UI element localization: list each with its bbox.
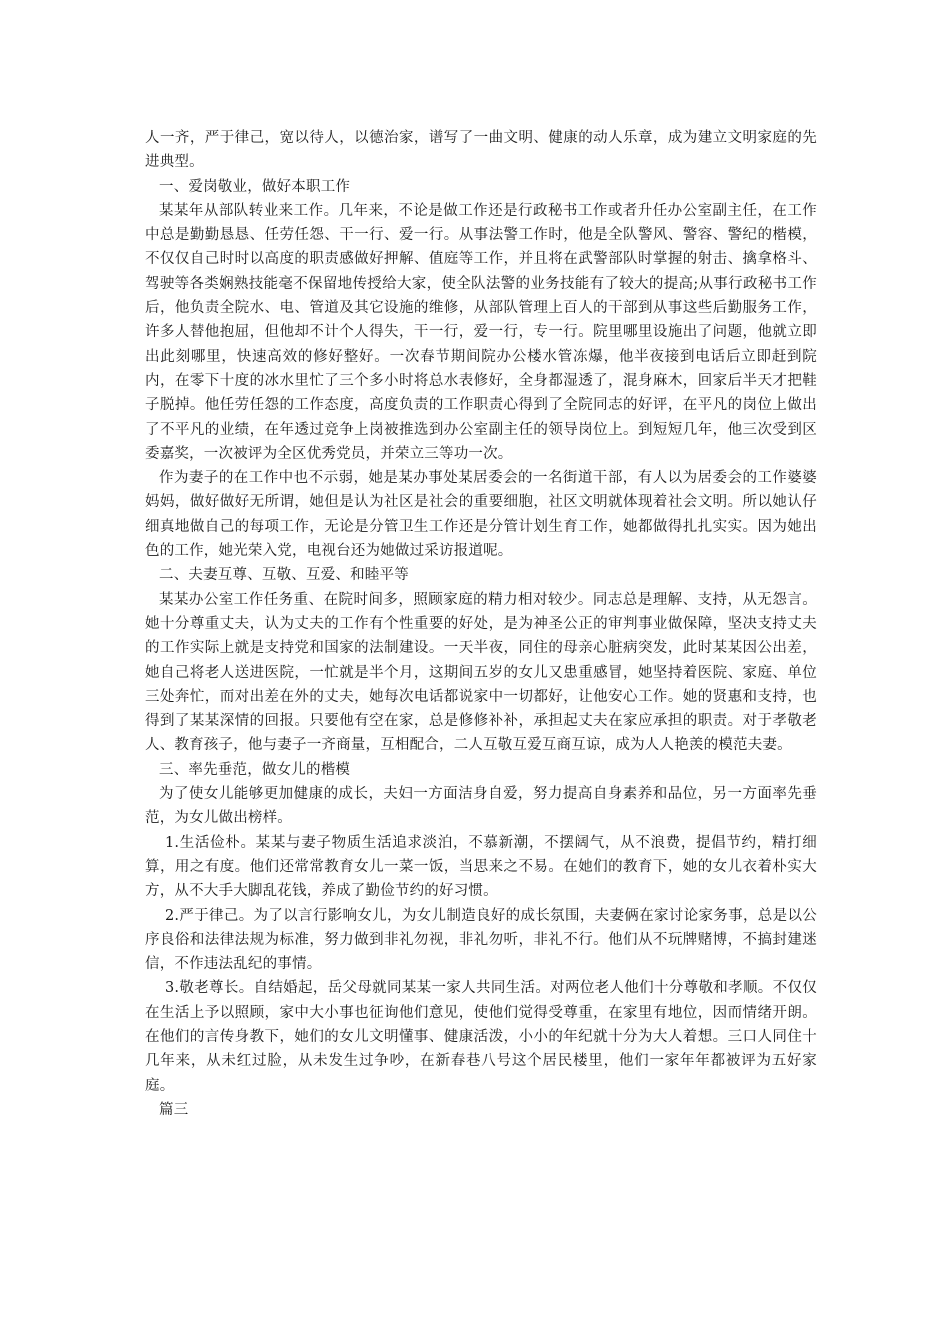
paragraph-intro-continuation: 人一齐，严于律己，宽以待人，以德治家，谱写了一曲文明、健康的动人乐章，成为建立文明家庭的先进典型。 xyxy=(145,130,817,171)
section-heading-2: 二、夫妻互尊、互敬、互爱、和睦平等 xyxy=(159,567,409,584)
paragraph-career: 某某年从部队转业来工作。几年来，不论是做工作还是行政秘书工作或者升任办公室副主任，在工作中总是勤勤恳恳、任劳任怨、干一行、爱一行。从事法警工作时，他是全队警风、警容、警纪的楷模，不仅仅自己时时以高度的职责感做好押解、值庭等工作，并且将在武警部队时掌握的射击、擒拿格斗、驾驶等各类娴熟技能毫不保留地传授给大家，使全队法警的业务技能有了较大的提高;从事行政秘书工作后，他负责全院水、电、管道及其它设施的维修，从部队管理上百人的干部到从事这些后勤服务工作，许多人替他抱屈，但他却不计个人得失，干一行，爱一行，专一行。院里哪里设施出了问题，他就立即出此刻哪里，快速高效的修好整好。一次春节期间院办公楼水管冻爆，他半夜接到电话后立即赶到院内，在零下十度的冰水里忙了三个多小时将总水表修好，全身都湿透了，混身麻木，回家后半天才把鞋子脱掉。他任劳任怨的工作态度，高度负责的工作职责心得到了全院同志的好评，在平凡的岗位上做出了不平凡的业绩，在年透过竞争上岗被推选到办公室副主任的领导岗位上。到短短几年，他三次受到区委嘉奖，一次被评为全区优秀党员，并荣立三等功一次。 xyxy=(145,202,817,462)
list-item-respect-elders: 3.敬老尊长。自结婚起，岳父母就同某某一家人共同生活。对两位老人他们十分尊敬和孝顺。不仅仅在生活上予以照顾，家中大小事也征询他们意见，使他们觉得受尊重，在家里有地位，因而情绪开朗。在他们的言传身教下，她们的女儿文明懂事、健康活泼，小小的年纪就十分为大人着想。三口人同住十几年来，从未红过脸，从未发生过争吵，在新春巷八号这个居民楼里，他们一家年年都被评为五好家庭。 xyxy=(145,980,817,1094)
document-body xyxy=(145,126,817,1122)
paragraph-mutual-respect: 某某办公室工作任务重、在院时间多，照顾家庭的精力相对较少。同志总是理解、支持，从无怨言。她十分尊重丈夫，认为丈夫的工作有个性重要的好处，是为神圣公正的审判事业做保障，坚决支持丈夫的工作实际上就是支持党和国家的法制建设。一天半夜，同住的母亲心脏病突发，此时某某因公出差，她自己将老人送进医院，一忙就是半个月，这期间五岁的女儿又患重感冒，她坚持着医院、家庭、单位三处奔忙，而对出差在外的丈夫，她每次电话都说家中一切都好，让他安心工作。她的贤惠和支持，也得到了某某深情的回报。只要他有空在家，总是修修补补，承担起丈夫在家应承担的职责。对于孝敬老人、教育孩子，他与妻子一齐商量，互相配合，二人互敬互爱互商互谅，成为人人艳羡的模范夫妻。 xyxy=(145,591,817,754)
section-heading-1: 一、爱岗敬业，做好本职工作 xyxy=(159,178,351,195)
list-item-frugal-living: 1.生活俭朴。某某与妻子物质生活追求淡泊，不慕新潮，不摆阔气，从不浪费，提倡节约，精打细算，用之有度。他们还常常教育女儿一菜一饭，当思来之不易。在她们的教育下，她的女儿衣着朴实大方，从不大手大脚乱花钱，养成了勤俭节约的好习惯。 xyxy=(145,834,817,900)
section-heading-part-three: 篇三 xyxy=(159,1101,189,1118)
section-heading-3: 三、率先垂范，做女儿的楷模 xyxy=(159,761,351,778)
list-item-self-discipline: 2.严于律己。为了以言行影响女儿，为女儿制造良好的成长氛围，夫妻俩在家讨论家务事，总是以公序良俗和法律法规为标准，努力做到非礼勿视，非礼勿听，非礼不行。他们从不玩牌赌博，不搞封建迷信，不作违法乱纪的事情。 xyxy=(145,907,817,973)
paragraph-role-model: 为了使女儿能够更加健康的成长，夫妇一方面洁身自爱，努力提高自身素养和品位，另一方面率先垂范，为女儿做出榜样。 xyxy=(145,786,817,827)
paragraph-wife-work: 作为妻子的在工作中也不示弱，她是某办事处某居委会的一名街道干部，有人以为居委会的工作婆婆妈妈，做好做好无所谓，她但是认为社区是社会的重要细胞，社区文明就体现着社会文明。所以她认仔细真地做自己的每项工作，无论是分管卫生工作还是分管计划生育工作，她都做得扎扎实实。因为她出色的工作，她光荣入党，电视台还为她做过采访报道呢。 xyxy=(145,470,817,560)
